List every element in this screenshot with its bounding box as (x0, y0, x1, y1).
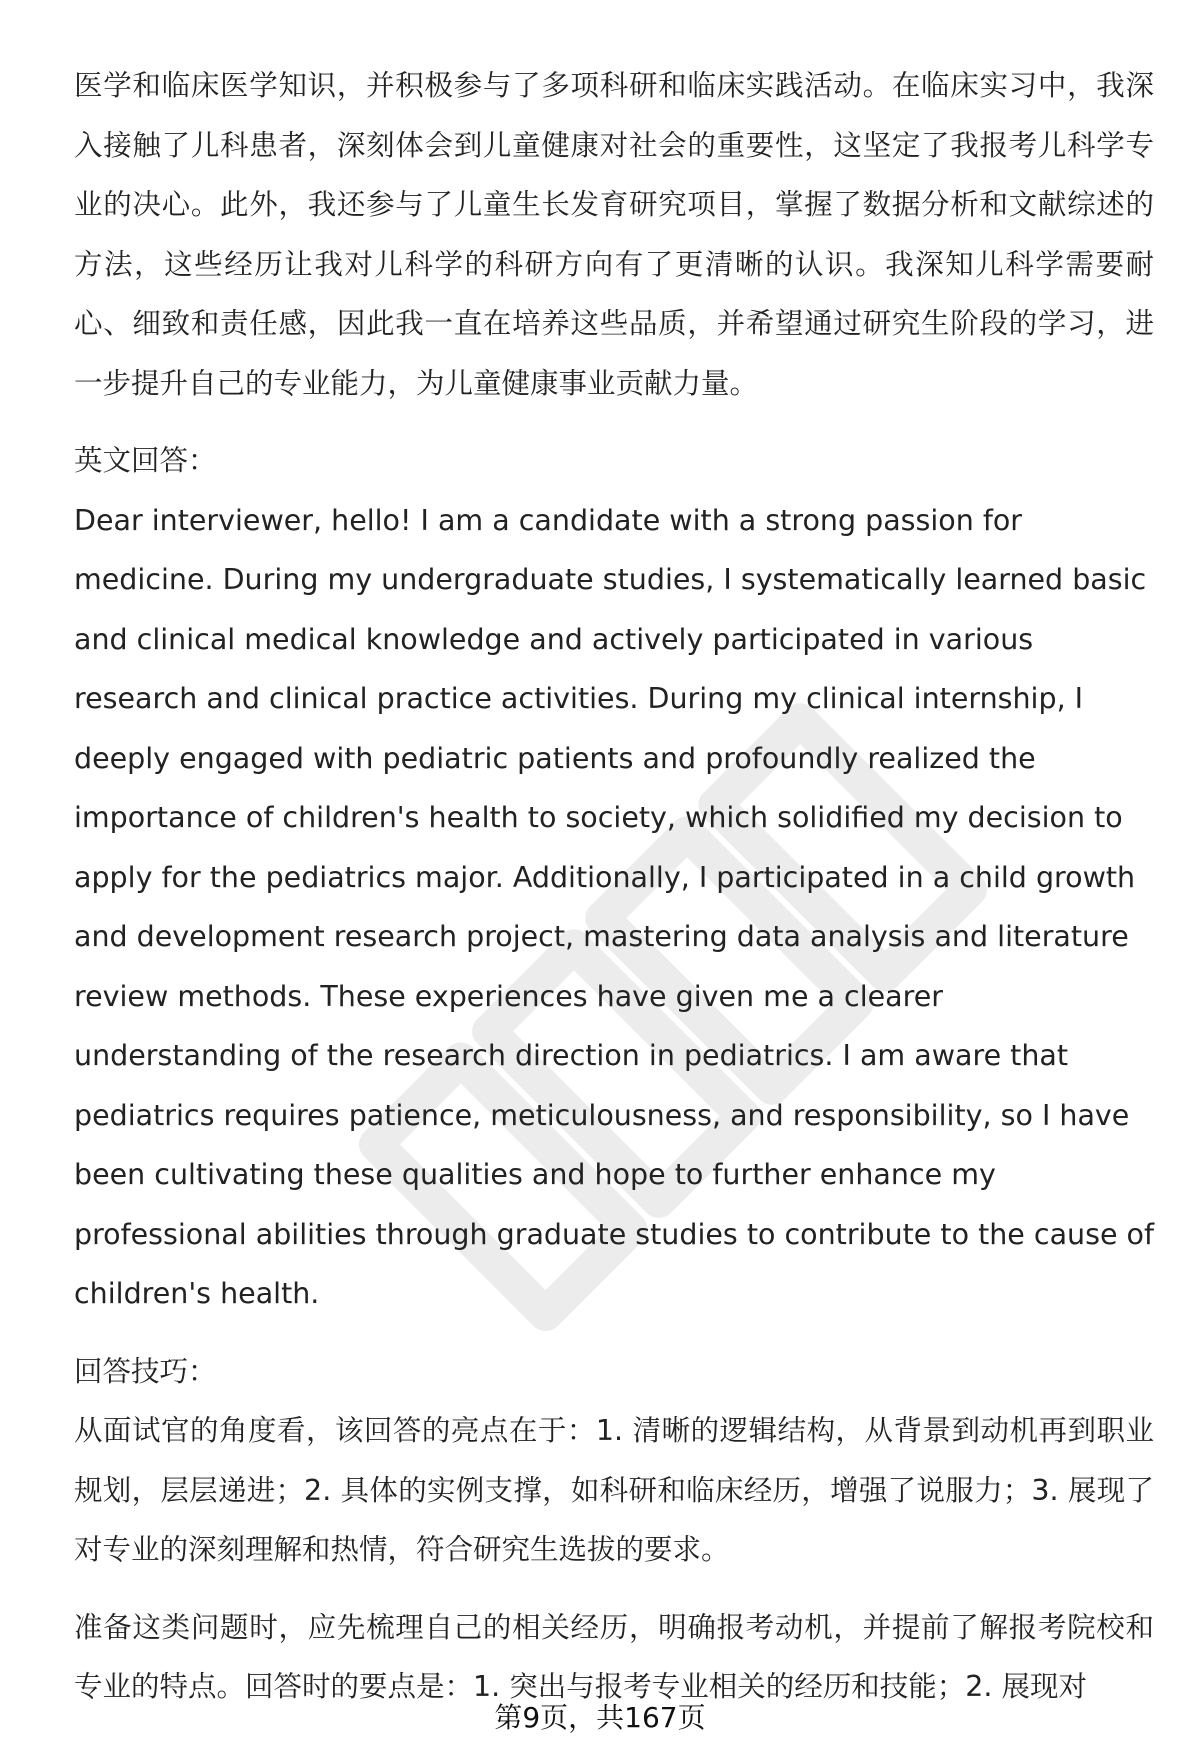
document-body (74, 56, 1154, 1717)
tips-heading: 回答技巧： (74, 1354, 217, 1388)
english-answer-heading: 英文回答： (74, 444, 217, 477)
tips-paragraph: 从面试官的角度看，该回答的亮点在于：1. 清晰的逻辑结构，从背景到动机再到职业规划，层层递进；2. 具体的实例支撑，如科研和临床经历，增强了说服力；3. 展现了对专业的深刻理解和热情，符合研究生选拔的要求。 (74, 1414, 1154, 1566)
intro-paragraph-cn: 医学和临床医学知识，并积极参与了多项科研和临床实践活动。在临床实习中，我深入接触了儿科患者，深刻体会到儿童健康对社会的重要性，这坚定了我报考儿科学专业的决心。此外，我还参与了儿童生长发育研究项目，掌握了数据分析和文献综述的方法，这些经历让我对儿科学的科研方向有了更清晰的认识。我深知儿科学需要耐心、细致和责任感，因此我一直在培养这些品质，并希望通过研究生阶段的学习，进一步提升自己的专业能力，为儿童健康事业贡献力量。 (74, 69, 1154, 400)
page-number-footer: 第9页，共167页 (494, 1701, 706, 1734)
english-answer-paragraph: Dear interviewer, hello! I am a candidate with a strong passion for medicine. During my undergraduate studies, I systematically learned basic and clinical medical knowledge and actively participated in various research and clinical practice activities. During my clinical internship, I deeply engaged with pediatric patients and profoundly realized the importance of children's health to society, which solidified my decision to apply for the pediatrics major. Additionally, I participated in a child growth and development research project, mastering data analysis and literature review methods. These experiences have given me a clearer understanding of the research direction in pediatrics. I am aware that pediatrics requires patience, meticulousness, and responsibility, so I have been cultivating these qualities and hope to further enhance my professional abilities through graduate studies to contribute to the cause of children's health. (74, 503, 1155, 1310)
preparation-paragraph: 准备这类问题时，应先梳理自己的相关经历，明确报考动机，并提前了解报考院校和专业的特点。回答时的要点是：1. 突出与报考专业相关的经历和技能；2. 展现对 (74, 1610, 1154, 1703)
